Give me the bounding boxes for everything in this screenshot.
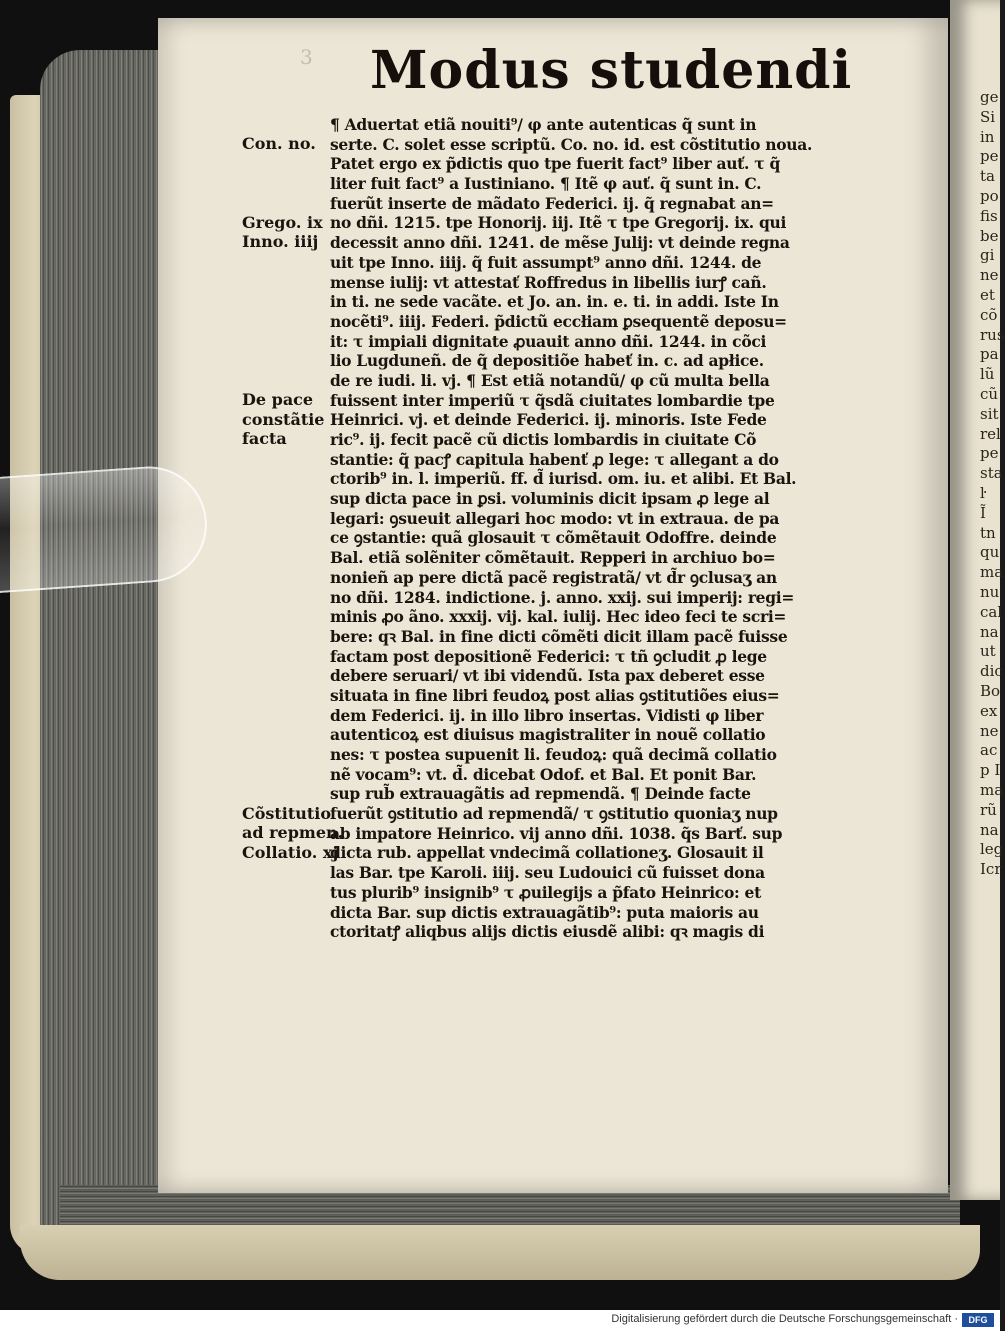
text-line: ctorib⁹ in. l. imperiũ. ff. d̃ iurisd. om. iu. et alibi. Et Bal. <box>330 469 797 489</box>
text-line: fuissent inter imperiũ τ q̃sdã ciuitates lombardie tpe <box>330 390 775 410</box>
facing-page-fragment: sta <box>980 464 1003 483</box>
text-line: situata in fine libri feudoꝝ post alias ꝯstitutiões eius= <box>330 685 780 705</box>
facing-page-fragment: sit <box>980 404 999 423</box>
text-line: de re iudi. li. vj. ¶ Est etiã notandũ/ φ cũ multa bella <box>330 370 770 390</box>
facing-page-fragment: ma <box>980 563 1004 582</box>
facing-page-fragment: et <box>980 286 995 304</box>
facing-page-fragment: cũ <box>980 385 999 403</box>
text-line: Patet ergo ex p̃dictis quo tpe fuerit fact⁹ liber auť. τ q̃ <box>330 154 780 174</box>
margin-note: ad repmen. <box>242 823 344 843</box>
text-line: tus plurib⁹ insignib⁹ τ ꝓuilegijs a p̃fato Heinrico: et <box>330 882 761 902</box>
text-line: dicta Bar. sup dictis extrauagãtib⁹: puta maioris au <box>330 902 759 922</box>
facing-page-fragment: rũ <box>980 800 997 819</box>
margin-note: Con. no. <box>242 133 316 153</box>
margin-note: Inno. iiij <box>242 232 319 252</box>
facing-page-fragment: ta <box>980 167 995 186</box>
margin-note: facta <box>242 429 287 449</box>
text-line: decessit anno dñi. 1241. de mẽse Julij: vt deinde regna <box>330 233 790 253</box>
text-line: minis ꝓo ãno. xxxij. vij. kal. iulij. Hec ideo feci te scri= <box>330 607 787 627</box>
facing-page-fragment: Bo <box>980 682 1001 700</box>
facing-page-fragment: ne <box>980 721 999 740</box>
text-line: factam post depositionẽ Federici: τ tñ ꝯcludit ꝓ lege <box>330 646 767 666</box>
dfg-logo: DFG <box>962 1313 994 1327</box>
text-line: no dñi. 1215. tpe Honorij. iij. Itẽ τ tpe Gregorij. ix. qui <box>330 213 787 233</box>
book-cover-bottom <box>20 1225 980 1280</box>
margin-note: Grego. ix <box>242 212 323 232</box>
facing-page-fragment: ex <box>980 701 998 720</box>
text-line: in ti. ne sede vacãte. et Jo. an. in. e. ti. in addi. Iste In <box>330 292 779 312</box>
margin-note: De pace <box>242 389 314 409</box>
text-line: fuerũt inserte de mãdato Federici. ij. q̃ regnabat an= <box>330 193 774 213</box>
facing-page-fragment: dic <box>980 662 1003 681</box>
text-line: dicta rub. appellat vndecimã collationeʒ. Glosauit il <box>330 843 764 863</box>
text-line: Heinrici. vj. et deinde Federici. ij. minoris. Iste Fede <box>330 410 767 430</box>
text-line: ab impatore Heinrico. vij anno dñi. 1038. q̃s Barť. sup <box>330 823 783 843</box>
page-title: Modus studendi <box>370 40 853 101</box>
text-line: fuerũt ꝯstitutio ad repmendã/ τ ꝯstitutio quoniaʒ nup <box>330 804 778 824</box>
text-line: Bal. etiã solẽniter cõmẽtauit. Repperi in archiuo bo= <box>330 548 776 568</box>
facing-page-fragment: p I <box>980 761 1001 780</box>
facing-page-fragment: pa <box>980 345 999 364</box>
text-line: serte. C. solet esse scriptũ. Co. no. id. est cõstitutio noua. <box>330 134 813 154</box>
facing-page-fragment: in <box>980 127 995 146</box>
facing-page-fragment: rus <box>980 325 1005 344</box>
text-line: ric⁹. ij. fecit pacẽ cũ dictis lombardis in ciuitate Cõ <box>330 430 757 449</box>
text-line: legari: ꝯsueuit allegari hoc modo: vt in extraua. de pa <box>330 508 780 528</box>
text-line: ctoritatꝭ aliqbus alijs dictis eiusdẽ alibi: qꝛ magis di <box>330 922 765 942</box>
facing-page-fragment: Si <box>980 107 996 126</box>
text-line: mense iulij: vt attestať Roffredus in libellis iurꝭ cañ. <box>330 272 767 292</box>
facing-page-fragment: ŀ <box>980 484 985 502</box>
text-line: dem Federici. ij. in illo libro insertas. Vidisti φ liber <box>330 705 764 725</box>
facing-page-fragment: cal <box>980 602 1003 621</box>
facing-page-fragment: qu <box>980 543 1000 562</box>
facing-page-fragment: be <box>980 226 999 245</box>
facing-page-fragment: Ĩ <box>980 503 986 522</box>
text-line: sup dicta pace in ꝑsi. voluminis dicit ipsam ꝓ lege al <box>330 489 770 509</box>
facing-page-fragment: cõ <box>980 305 998 324</box>
text-line: it: τ impiali dignitate ꝓuauit anno dñi. 1244. in cõci <box>330 331 767 351</box>
footer-bar <box>0 1310 1000 1331</box>
facing-page-fragment: na <box>980 622 999 641</box>
margin-note: Collatio. xj <box>242 842 339 862</box>
facing-page-fragment: pe <box>980 147 999 166</box>
text-line: nes: τ postea supuenit li. feudoꝝ: quã decimã collatio <box>330 745 777 764</box>
text-line: no dñi. 1284. indictione. j. anno. xxij. sui imperij: regi= <box>330 587 795 607</box>
text-line: nẽ vocam⁹: vt. d̃. dicebat Odof. et Bal. Et ponit Bar. <box>330 764 757 784</box>
facing-page-fragment: ne <box>980 266 999 285</box>
facing-page-fragment: gi <box>980 246 995 265</box>
text-line: sup rub̃ extrauagãtis ad repmendã. ¶ Deinde facte <box>330 784 751 804</box>
text-line: las Bar. tpe Karoli. iiij. seu Ludouici cũ fuisset dona <box>330 863 765 883</box>
facing-page-fragment: lũ <box>980 365 995 384</box>
facing-page-fragment: fis <box>980 206 998 225</box>
text-line: nonieñ ap pere dictã pacẽ registratã/ vt d̃r ꝯclusaʒ an <box>330 567 777 587</box>
facing-page-fragment: ac <box>980 741 998 760</box>
facing-page-fragment: ma <box>980 781 1004 799</box>
text-line: liter fuit fact⁹ a Iustiniano. ¶ Itẽ φ auť. q̃ sunt in. C. <box>330 174 762 194</box>
text-line: stantie: q̃ pacꝭ capitula habenť ꝓ lege: τ allegant a do <box>330 449 779 469</box>
text-line: lio Lugduneñ. de q̃ depositiõe habeť in. c. ad apłice. <box>330 351 764 371</box>
facing-page-fragment: rel <box>980 424 1001 443</box>
facing-page-fragment: po <box>980 187 999 205</box>
facing-page-fragment: na <box>980 820 999 839</box>
body-text <box>330 115 840 942</box>
facing-page-fragment: pe <box>980 444 999 463</box>
text-line: bere: qꝛ Bal. in fine dicti cõmẽti dicit illam pacẽ fuisse <box>330 626 788 646</box>
facing-page-fragment: leg <box>980 840 1004 859</box>
margin-note: constãtie <box>242 409 325 429</box>
facing-page-fragment: ut <box>980 642 996 661</box>
text-line: uit tpe Inno. iiij. q̃ fuit assumpt⁹ anno dñi. 1244. de <box>330 252 762 272</box>
funding-notice: Digitalisierung gefördert durch die Deutsche Forschungsgemeinschaft · <box>611 1313 958 1325</box>
text-line: ¶ Aduertat etiã nouiti⁹/ φ ante autenticas q̃ sunt in <box>330 115 757 134</box>
facing-page-fragment: ge <box>980 88 999 106</box>
text-line: autenticoꝝ est diuisus magistraliter in nouẽ collatio <box>330 725 766 745</box>
facing-page <box>950 0 1005 1200</box>
margin-note: Cõstitutio <box>242 803 332 823</box>
library-stamp: 3 <box>300 45 314 69</box>
facing-page-fragment: tn <box>980 523 996 542</box>
facing-page-fragment: nu <box>980 583 1000 601</box>
text-line: debere seruari/ vt ibi videndũ. Ista pax deberet esse <box>330 666 765 686</box>
facing-page-fragment: Icr <box>980 860 1002 879</box>
text-line: nocẽti⁹. iiij. Federi. p̃dictũ eccłiam ꝑsequentẽ deposu= <box>330 311 787 331</box>
glass-page-holder <box>0 463 211 594</box>
text-line: ce ꝯstantie: quã glosauit τ cõmẽtauit Odoffre. deinde <box>330 528 777 548</box>
